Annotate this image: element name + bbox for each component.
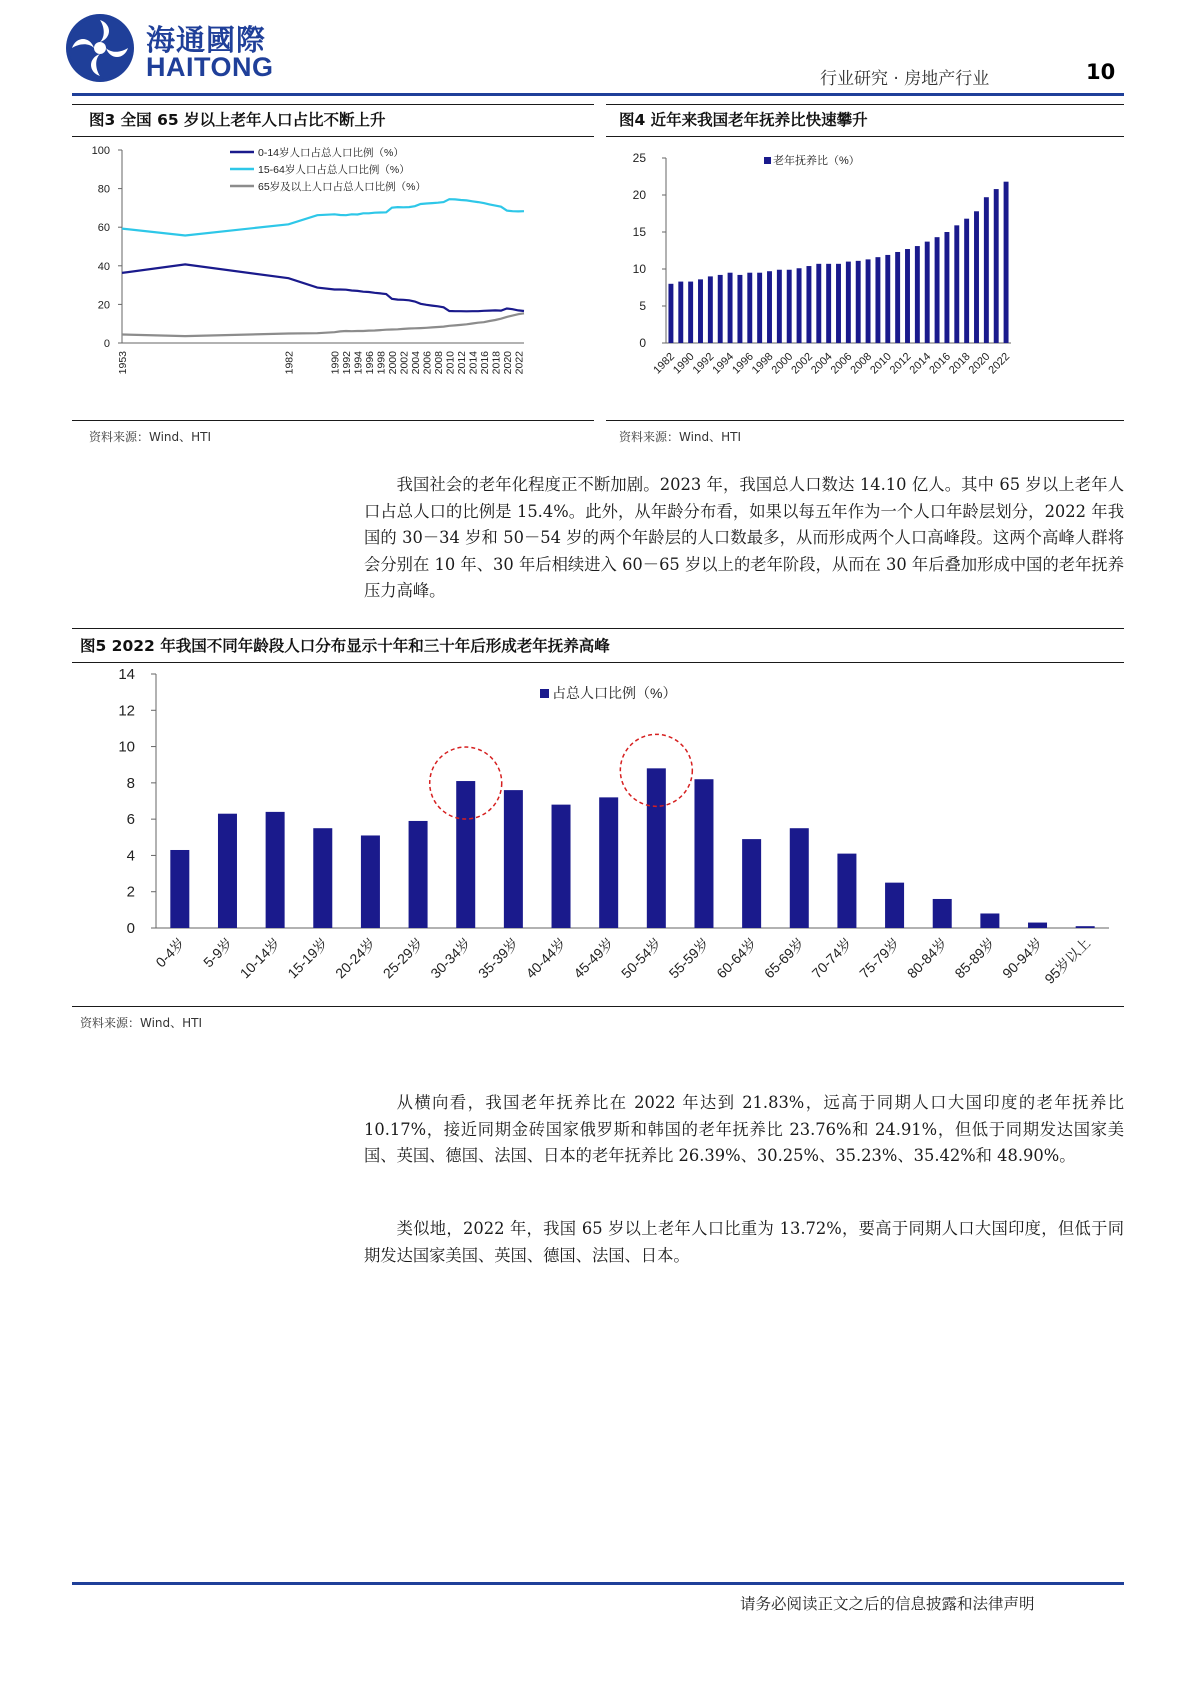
fig3-x-tick-label: 1982 (283, 351, 296, 375)
fig4-x-tick-label: 2000 (769, 350, 796, 377)
fig5-x-tick-label: 70-74岁 (808, 934, 856, 982)
fig5-x-tick-label: 65-69岁 (760, 934, 808, 982)
fig5-bar (1076, 926, 1095, 928)
fig3-x-tick-label: 2004 (409, 351, 422, 375)
fig4-chart (606, 138, 1124, 420)
fig5-source: 资料来源：Wind、HTI (80, 1016, 203, 1030)
fig4-bar (984, 197, 989, 343)
fig5-bar (837, 854, 856, 928)
header-divider (72, 93, 1124, 96)
fig3-series-line (122, 264, 524, 311)
fig4-x-tick-label: 2002 (789, 350, 816, 377)
fig4-bar (935, 237, 940, 343)
fig3-x-tick-label: 2010 (444, 351, 457, 375)
fig4-x-tick-label: 2008 (848, 350, 875, 377)
fig3-x-tick-label: 2000 (386, 351, 399, 375)
fig3-x-tick-label: 1994 (352, 351, 365, 375)
fig4-bar (974, 211, 979, 343)
fig5-legend-label: 占总人口比例（%） (552, 685, 677, 701)
footer-disclaimer: 请务必阅读正文之后的信息披露和法律声明 (740, 1595, 1035, 1613)
fig4-x-tick-label: 2010 (868, 350, 894, 377)
fig5-chart (72, 664, 1124, 1006)
fig5-x-tick-label: 75-79岁 (856, 934, 903, 982)
fig4-bar (915, 246, 920, 343)
fig4-bar (728, 273, 733, 343)
fig4-bar (698, 279, 703, 343)
fig5-bar (170, 850, 189, 928)
fig5-bar (742, 839, 761, 928)
fig3-legend-label: 15-64岁人口占总人口比例（%） (258, 164, 410, 176)
fig3-x-tick-label: 1992 (340, 351, 353, 375)
fig5-y-tick-label: 8 (126, 774, 135, 792)
fig4-y-tick-label: 5 (639, 299, 646, 313)
fig4-y-tick-label: 0 (639, 336, 646, 350)
fig3-x-tick-label: 2006 (421, 351, 434, 375)
fig4-x-tick-label: 2022 (986, 350, 1013, 377)
fig3-y-tick-label: 20 (97, 299, 110, 312)
fig4-bar (737, 275, 742, 343)
fig3-x-tick-label: 2020 (501, 351, 514, 375)
fig3-x-tick-label: 2012 (455, 351, 468, 375)
fig4-bar (777, 270, 782, 343)
fig5-x-tick-label: 10-14岁 (236, 934, 284, 982)
fig4-bar (826, 264, 831, 343)
fig4-bar (708, 276, 713, 343)
fig4-legend-label: 老年抚养比（%） (773, 155, 860, 167)
fig4-bar (787, 270, 792, 343)
fig4-bar (944, 232, 949, 343)
fig5-x-tick-label: 95岁以上 (1041, 934, 1094, 987)
fig4-x-tick-label: 2020 (966, 350, 993, 377)
fig4-x-tick-label: 1998 (749, 350, 776, 377)
fig4-bar (885, 255, 890, 343)
fig4-y-tick-label: 20 (632, 188, 646, 202)
fig5-legend-swatch (540, 689, 549, 698)
fig5-x-tick-label: 40-44岁 (522, 934, 570, 982)
fig5-bar (409, 821, 428, 928)
fig5-bar (1028, 923, 1047, 928)
fig4-bar (866, 259, 871, 343)
fig5-x-tick-label: 50-54岁 (617, 934, 665, 982)
fig4-title-rule (606, 136, 1124, 137)
fig3-source: 资料来源：Wind、HTI (89, 430, 212, 444)
fig5-y-tick-label: 12 (118, 702, 135, 720)
fig4-x-tick-label: 1990 (670, 350, 697, 377)
page-number: 10 (1086, 60, 1116, 84)
fig4-bottom-rule (606, 420, 1124, 421)
fig4-bar (816, 264, 821, 343)
fig5-x-tick-label: 90-94岁 (999, 934, 1046, 982)
fig4-x-tick-label: 1996 (730, 350, 756, 377)
fig3-chart (72, 138, 594, 420)
body-paragraph-2 (364, 1090, 1124, 1170)
fig3-x-tick-label: 1998 (375, 351, 388, 375)
fig4-top-rule (606, 104, 1124, 105)
fig3-series-line (122, 199, 524, 235)
fig5-bar (790, 828, 809, 928)
fig5-x-tick-label: 55-59岁 (665, 934, 713, 982)
fig4-y-tick-label: 25 (632, 151, 646, 165)
fig4-x-tick-label: 2018 (946, 350, 973, 377)
fig4-legend-swatch (764, 157, 771, 164)
fig4-bar (767, 271, 772, 343)
fig3-y-tick-label: 0 (103, 338, 110, 350)
paragraph-text: 从横向看，我国老年抚养比在 2022 年达到 21.83%，远高于同期人口大国印度的老年抚养比 10.17%，接近同期金砖国家俄罗斯和韩国的老年抚养比 23.76%和 24.91%，但低于同期发达国家美国、英国、德国、法国、日本的老年抚养比 26.39%、30.25%、35.23%、35.42%和 48.90%。 (364, 1093, 1124, 1165)
fig4-bar (1004, 182, 1009, 343)
fig4-x-tick-label: 1992 (690, 350, 717, 377)
fig5-x-tick-label: 25-29岁 (379, 934, 427, 982)
fig5-x-tick-label: 85-89岁 (951, 934, 998, 982)
fig4-bar (964, 219, 969, 343)
fig4-title: 图4 近年来我国老年抚养比快速攀升 (619, 111, 868, 129)
fig5-x-tick-label: 45-49岁 (570, 934, 617, 982)
fig5-y-tick-label: 2 (126, 883, 135, 901)
body-paragraph-1 (364, 472, 1124, 605)
fig3-x-tick-label: 1990 (329, 351, 342, 375)
fig5-bar (885, 883, 904, 928)
fig3-x-tick-label: 2016 (478, 351, 491, 375)
fig5-bar (361, 835, 380, 928)
fig5-bar (599, 797, 618, 928)
fig4-bar (994, 189, 999, 343)
fig5-x-tick-label: 5-9岁 (200, 934, 236, 971)
fig5-y-tick-label: 10 (118, 738, 135, 756)
fig4-x-tick-label: 2016 (927, 350, 954, 377)
fig5-title-rule (72, 662, 1124, 663)
fig5-bar (552, 805, 571, 928)
fig3-x-tick-label: 2002 (398, 351, 411, 375)
fig3-y-tick-label: 60 (97, 222, 110, 235)
fig3-x-tick-label: 2018 (490, 351, 503, 375)
body-paragraph-3 (364, 1216, 1124, 1269)
fig5-bar (504, 790, 523, 928)
fig3-series-line (122, 313, 524, 336)
fig3-y-tick-label: 100 (91, 145, 110, 157)
fig4-x-tick-label: 1994 (710, 350, 737, 377)
fig5-bar (313, 828, 332, 928)
fig4-x-tick-label: 2004 (808, 350, 835, 377)
fig5-y-tick-label: 0 (126, 920, 135, 937)
footer-divider (72, 1582, 1124, 1585)
fig4-bar (668, 284, 673, 343)
fig4-bar (757, 273, 762, 343)
paragraph-text: 类似地，2022 年，我国 65 岁以上老年人口比重为 13.72%，要高于同期人口大国印度，但低于同期发达国家美国、英国、德国、法国、日本。 (364, 1219, 1124, 1265)
fig3-bottom-rule (72, 420, 594, 421)
fig5-x-tick-label: 30-34岁 (427, 934, 474, 982)
fig5-bottom-rule (72, 1006, 1124, 1007)
fig5-y-tick-label: 14 (118, 666, 135, 683)
fig4-bar (678, 282, 683, 343)
fig4-bar (797, 268, 802, 343)
fig5-x-tick-label: 80-84岁 (903, 934, 951, 982)
fig4-bar (747, 273, 752, 343)
fig3-y-tick-label: 40 (97, 260, 110, 273)
logo-english-text: HAITONG (146, 52, 274, 82)
fig5-x-tick-label: 60-64岁 (713, 934, 760, 982)
fig4-bar (836, 264, 841, 343)
fig5-bar (694, 779, 713, 928)
fig4-bar (895, 252, 900, 343)
fig5-x-tick-label: 20-24岁 (332, 934, 379, 982)
fig4-x-tick-label: 2012 (887, 350, 914, 377)
fig4-bar (856, 261, 861, 343)
fig4-source: 资料来源：Wind、HTI (619, 430, 742, 444)
fig4-y-tick-label: 15 (632, 225, 646, 239)
fig5-bar (266, 812, 285, 928)
fig3-x-tick-label: 2008 (432, 351, 445, 375)
fig3-legend-label: 0-14岁人口占总人口比例（%） (258, 147, 404, 159)
fig3-x-tick-label: 1953 (117, 351, 129, 375)
fig4-bar (925, 242, 930, 343)
haitong-logo-icon (66, 14, 134, 82)
fig5-bar (218, 814, 237, 928)
fig3-top-rule (72, 104, 594, 105)
logo-chinese-text: 海通國際 (146, 23, 267, 57)
fig3-x-tick-label: 2014 (467, 351, 480, 375)
fig4-bar (905, 249, 910, 343)
fig5-x-tick-label: 0-4岁 (152, 934, 188, 971)
fig3-legend-label: 65岁及以上人口占总人口比例（%） (258, 181, 427, 193)
fig4-x-tick-label: 1982 (651, 350, 678, 377)
fig5-bar (456, 781, 475, 928)
fig4-bar (718, 275, 723, 343)
fig4-bar (954, 225, 959, 343)
fig5-top-rule (72, 628, 1124, 629)
fig4-x-tick-label: 2006 (828, 350, 855, 377)
fig5-bar (980, 913, 999, 928)
fig4-bar (875, 257, 880, 343)
fig5-y-tick-label: 4 (126, 847, 135, 865)
fig5-title: 图5 2022 年我国不同年龄段人口分布显示十年和三十年后形成老年抚养高峰 (80, 637, 610, 655)
fig4-y-tick-label: 10 (632, 262, 646, 276)
fig3-title: 图3 全国 65 岁以上老年人口占比不断上升 (89, 111, 386, 129)
fig4-x-tick-label: 2014 (907, 350, 934, 377)
fig5-bar (933, 899, 952, 928)
section-label: 行业研究 · 房地产行业 (820, 69, 990, 89)
fig3-y-tick-label: 80 (97, 183, 110, 196)
fig3-x-tick-label: 2022 (513, 351, 526, 375)
fig5-x-tick-label: 35-39岁 (474, 934, 522, 982)
fig5-x-tick-label: 15-19岁 (284, 934, 331, 982)
fig4-bar (846, 262, 851, 343)
paragraph-text: 我国社会的老年化程度正不断加剧。2023 年，我国总人口数达 14.10 亿人。其中 65 岁以上老年人口占总人口的比例是 15.4%。此外，从年龄分布看，如果以每五年作为一个人口年龄层划分，2022 年我国的 30－34 岁和 50－54 岁的两个年龄层的人口数最多，从而形成两个人口高峰段。这两个高峰人群将会分别在 10 年、30 年后相续进入 60－65 岁以上的老年阶段，从而在 30 年后叠加形成中国的老年抚养压力高峰。 (364, 475, 1124, 600)
fig3-title-rule (72, 136, 594, 137)
fig5-y-tick-label: 6 (126, 811, 135, 829)
fig4-bar (688, 282, 693, 343)
fig4-bar (806, 266, 811, 343)
fig5-bar (647, 768, 666, 928)
fig3-x-tick-label: 1996 (363, 351, 376, 375)
